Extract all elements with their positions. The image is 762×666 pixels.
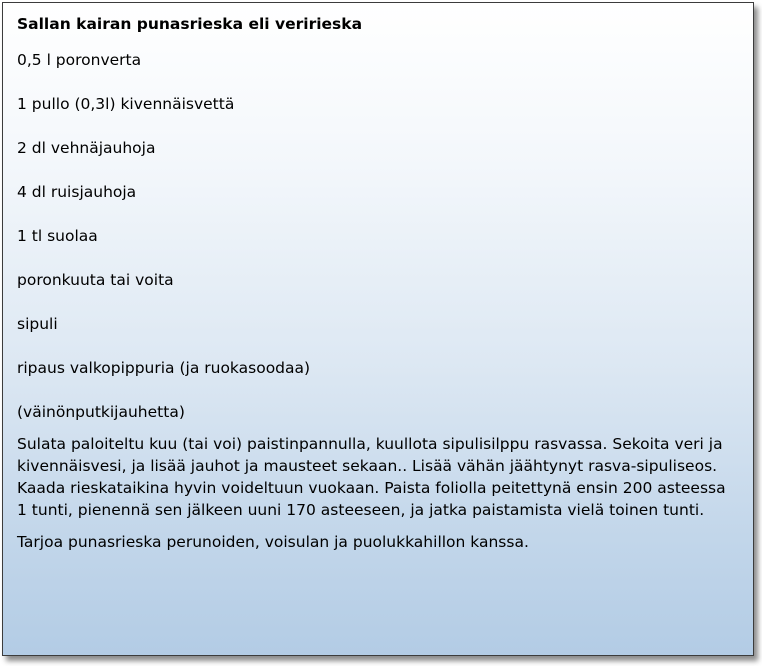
recipe-card (2, 2, 754, 656)
recipe-instructions: Sulata paloiteltu kuu (tai voi) paistinpannulla, kuullota sipulisilppu rasvassa. Sekoita veri ja kivennäisvesi, ja lisää jauhot ja mausteet sekaan.. Lisää vähän jäähtynyt rasva-sipuliseos. Kaada rieskataikina hyvin voideltuun vuokaan. Paista foliolla peitettynä ensin 200 asteessa 1 tunti, pienennä sen jälkeen uuni 170 asteeseen, ja jatka paistamista vielä toinen tunti. (17, 435, 726, 519)
ingredient-item: poronkuuta tai voita (17, 271, 174, 289)
recipe-title: Sallan kairan punasrieska eli veririeska (17, 15, 363, 33)
ingredient-item: 1 tl suolaa (17, 227, 98, 245)
ingredient-item: 1 pullo (0,3l) kivennäisvettä (17, 95, 235, 113)
ingredient-item: sipuli (17, 315, 58, 333)
serving-suggestion: Tarjoa punasrieska perunoiden, voisulan ja puolukkahillon kanssa. (17, 533, 529, 551)
ingredient-item: 0,5 l poronverta (17, 51, 142, 69)
ingredient-item: ripaus valkopippuria (ja ruokasoodaa) (17, 359, 311, 377)
ingredient-item: (väinönputkijauhetta) (17, 403, 185, 421)
ingredient-list (17, 49, 739, 423)
ingredient-item: 2 dl vehnäjauhoja (17, 139, 156, 157)
ingredient-item: 4 dl ruisjauhoja (17, 183, 137, 201)
